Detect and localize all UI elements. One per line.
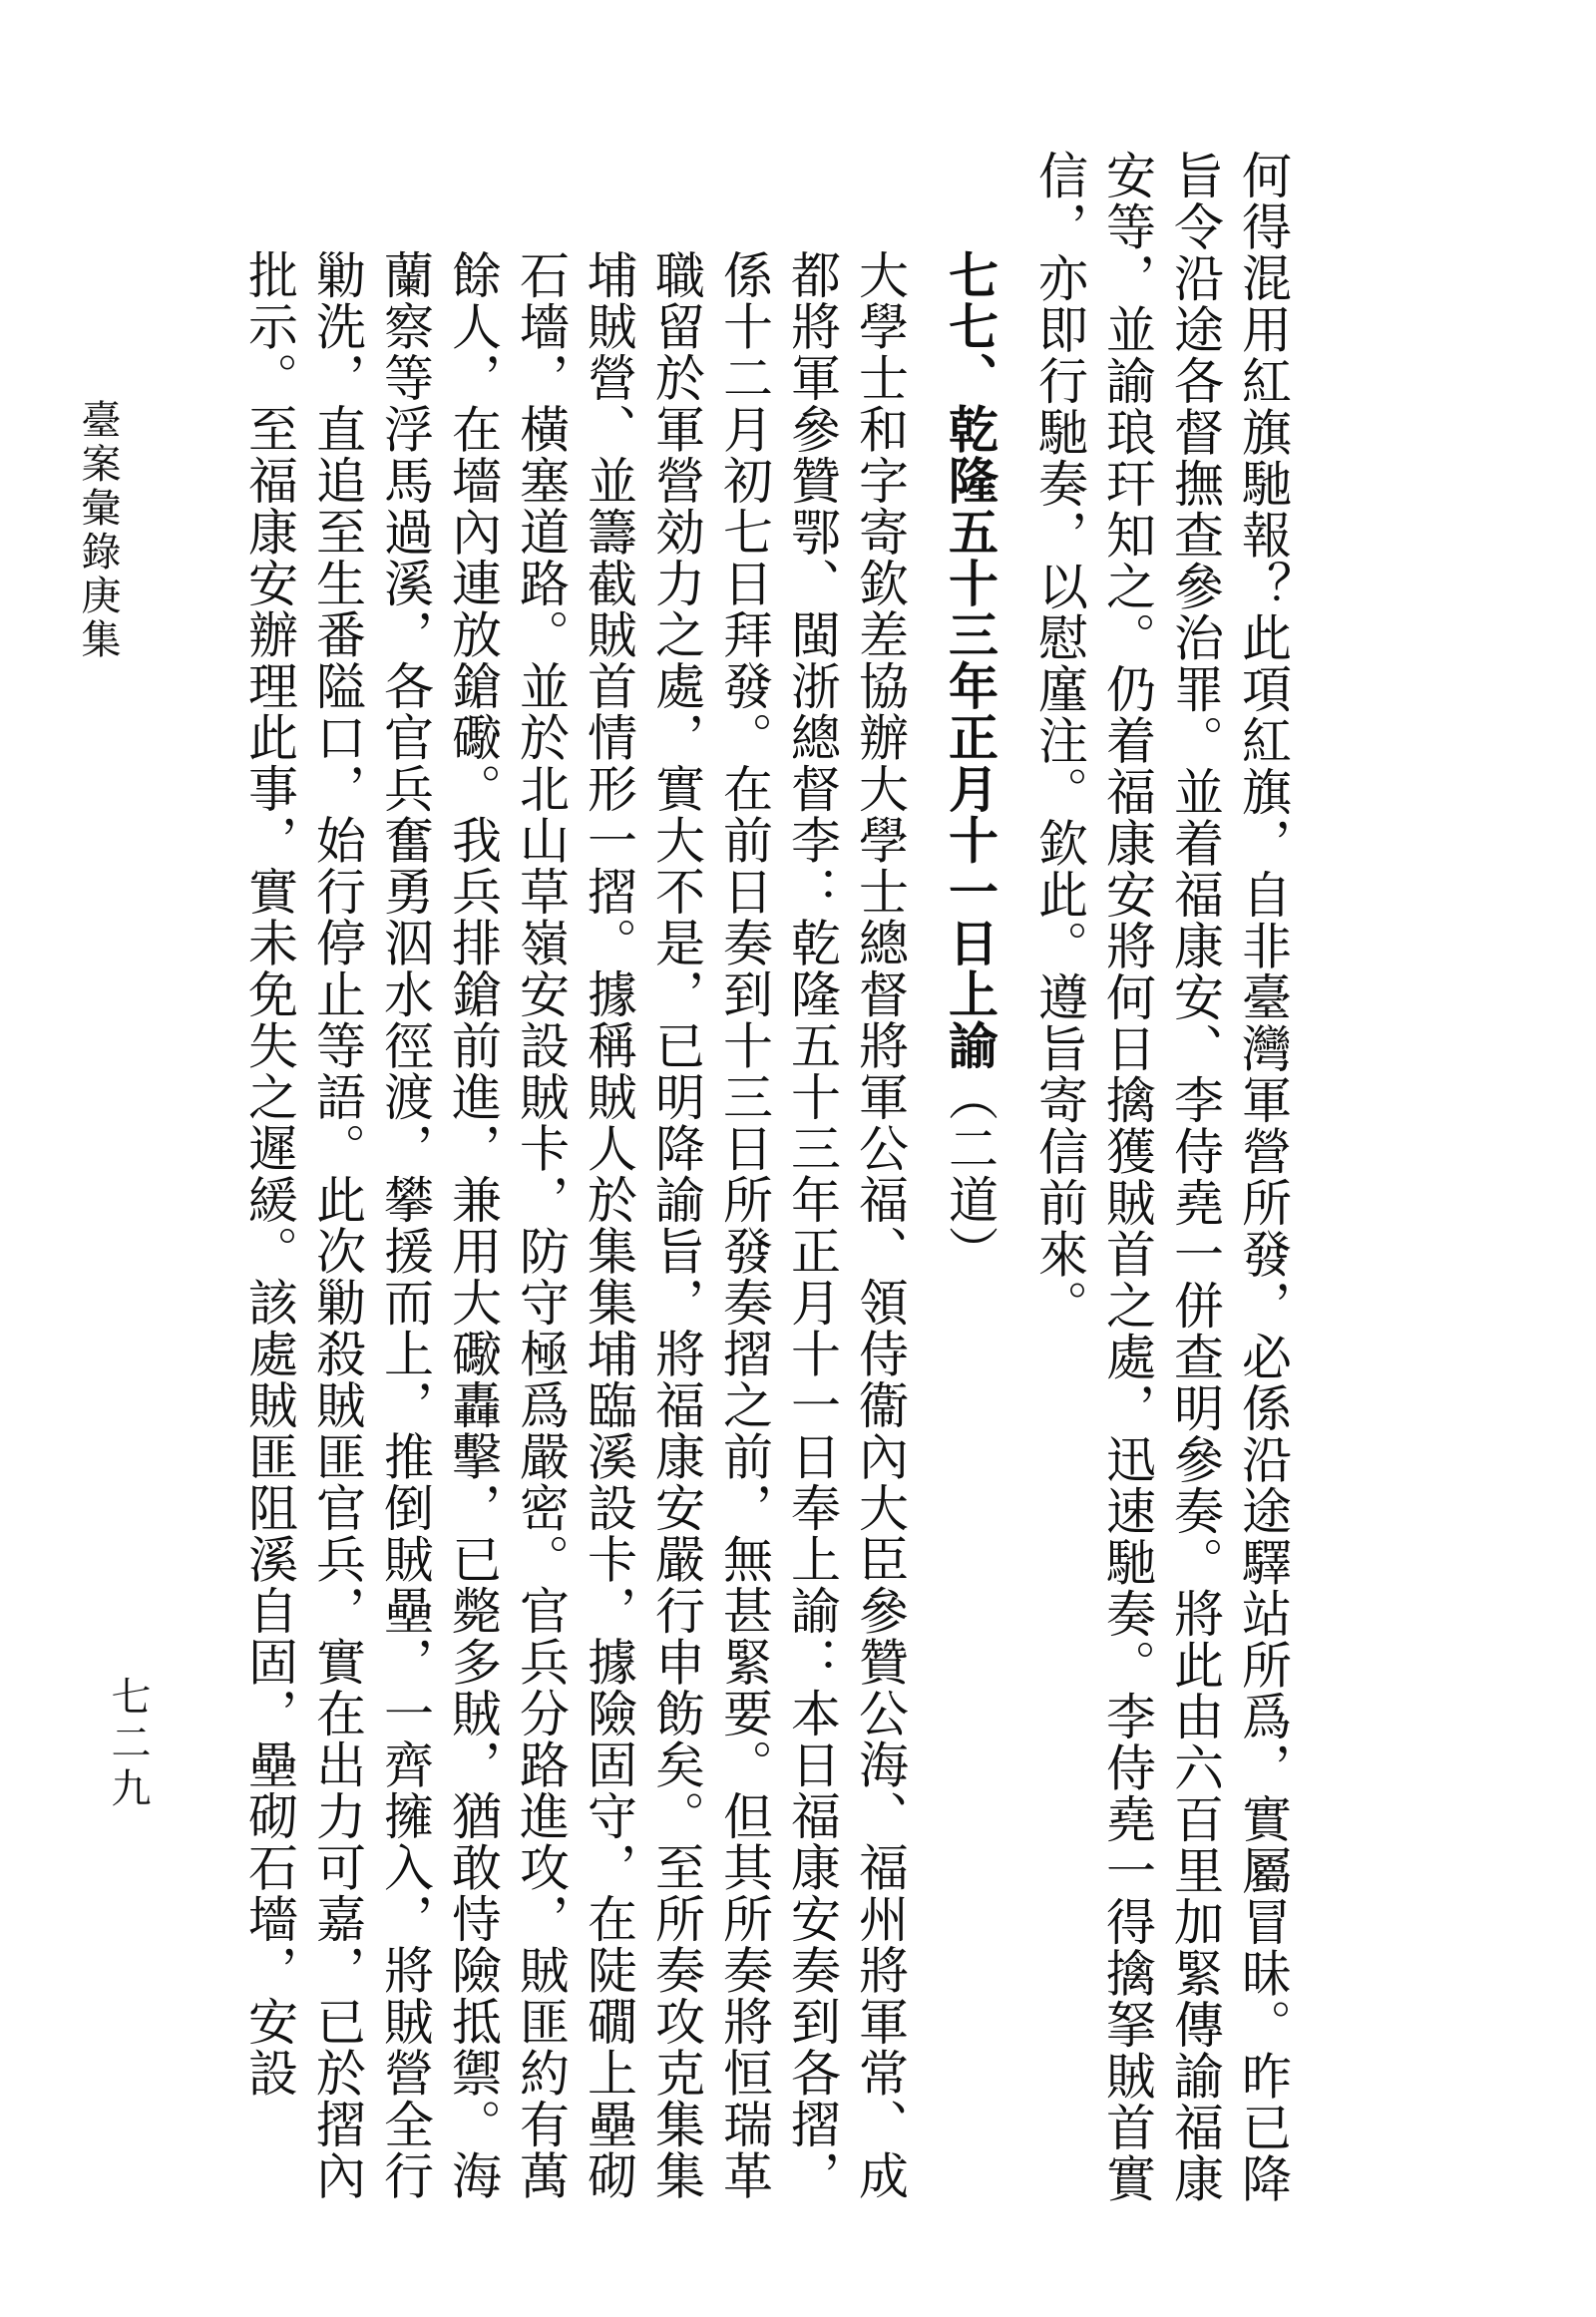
running-head: 臺案彙錄庚集	[75, 399, 121, 662]
section-heading-text: 七七、乾隆五十三年正月十一日上諭	[941, 249, 998, 1071]
section-body-paragraph: 大學士和字寄欽差協辦大學士總督將軍公福、領侍衞內大臣參贊公海、福州將軍常、成都將軍參贊鄂、閩浙總督李：乾隆五十三年正月十一日奉上諭：本日福康安奏到各摺，係十二月初七日拜發。在前日奏到十三日所發奏摺之前，無甚緊要。但其所奏將恒瑞革職留於軍營効力之處，實大不是，已明降諭旨，將福康安嚴行申飭矣。至所奏攻克集集埔賊營、並籌截賊首情形一摺。據稱賊人於集集埔臨溪設卡，據險固守，在陡礀上壘砌石墻，橫塞道路。並於北山草嶺安設賊卡，防守極爲嚴密。官兵分路進攻，賊匪約有萬餘人，在墻內連放鎗礮。我兵排鎗前進，兼用大礮轟擊，已斃多賊，猶敢恃險抵禦。海蘭察等浮馬過溪，各官兵奮勇泅水徑渡，攀援而上，推倒賊壘，一齊擁入，將賊營全行勦洗，直追至生番隘口，始行停止等語。此次勦殺賊匪官兵，實在出力可嘉，已於摺內批示。至福康安辦理此事，實未免失之遲緩。該處賊匪阻溪自固，壘砌石墻，安設	[240, 249, 909, 2201]
continuation-paragraph: 何得混用紅旗馳報？此項紅旗，自非臺灣軍營所發，必係沿途驛站所爲，實屬冒昧。昨已降旨令沿途各督撫查參治罪。並着福康安、李侍堯一併查明參奏。將此由六百里加緊傳諭福康安等，並諭琅玕知之。仍着福康安將何日擒獲賊首之處，迅速馳奏。李侍堯一得擒拏賊首實信，亦即行馳奏，以慰廑注。欽此。遵旨寄信前來。	[1030, 150, 1292, 2204]
section-heading-note: （二道）	[941, 1071, 998, 1277]
main-text	[200, 150, 1297, 2244]
page-number: 七二九	[105, 1676, 151, 1813]
section-heading	[936, 150, 1003, 2244]
